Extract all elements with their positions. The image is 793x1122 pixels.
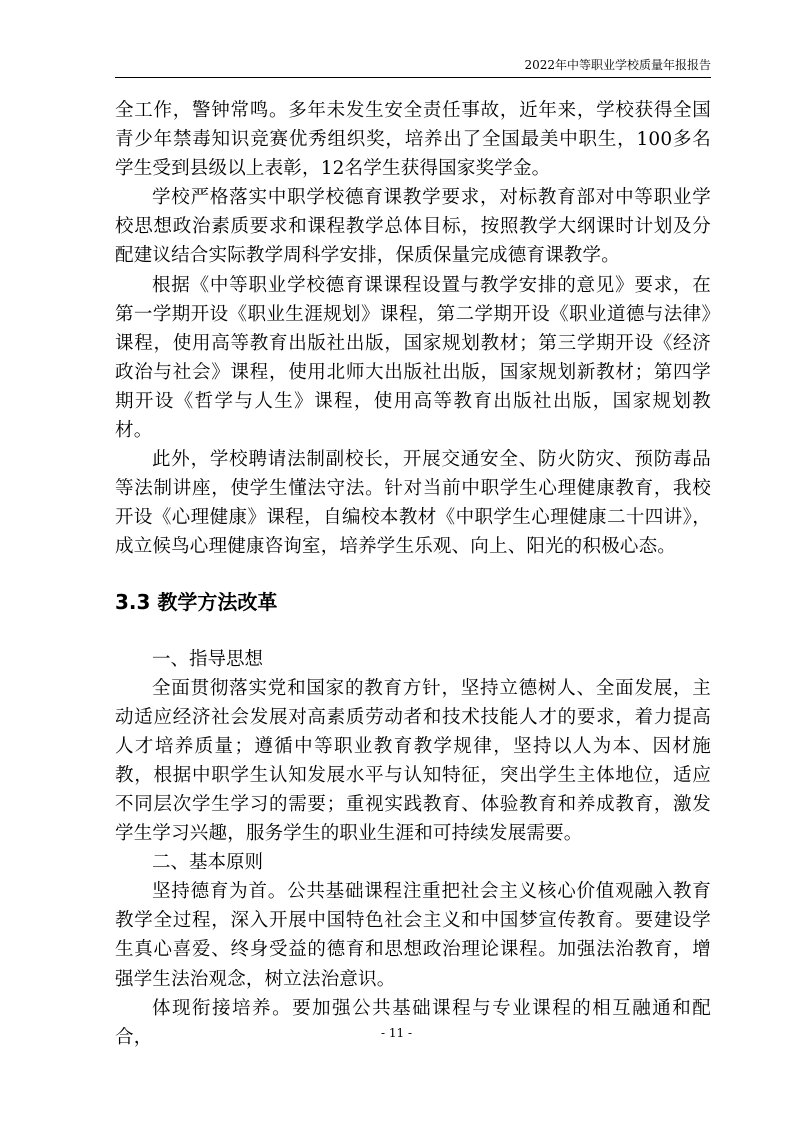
paragraph-course-arrangement: 根据《中等职业学校德育课课程设置与教学安排的意见》要求，在第一学期开设《职业生涯规划》课程，第二学期开设《职业道德与法律》课程，使用高等教育出版社出版，国家规划教材；第三学期开设《经济政治与社会》课程，使用北师大出版社出版，国家规划新教材；第四学期开设《哲学与人生》课程，使用高等教育出版社出版，国家规划教材。 (115, 274, 711, 442)
paragraph-moral-first: 坚持德育为首。公共基础课程注重把社会主义核心价值观融入教育教学全过程，深入开展中国特色社会主义和中国梦宣传教育。要建设学生真心喜爱、终身受益的德育和思想政治理论课程。加强法治教育，增强学生法治观念，树立法治意识。 (115, 881, 711, 990)
subheading-basic-principles: 二、基本原则 (152, 852, 264, 874)
page-header (115, 55, 711, 78)
paragraph-moral-education-requirements: 学校严格落实中职学校德育课教学要求，对标教育部对中等职业学校思想政治素质要求和课程教学总体目标，按照教学大纲课时计划及分配建议结合实际教学周科学安排，保质保量完成德育课教学。 (115, 187, 711, 267)
section-title: 3.3 教学方法改革 (115, 589, 278, 614)
paragraph-bridging-training: 体现衔接培养。要加强公共基础课程与专业课程的相互融通和配合， (115, 997, 711, 1048)
page-number: - 11 - (380, 1026, 412, 1040)
paragraph-legal-and-mental-health: 此外，学校聘请法制副校长，开展交通安全、防火防灾、预防毒品等法制讲座，使学生懂法守法。针对当前中职学生心理健康教育，我校开设《心理健康》课程，自编校本教材《中职学生心理健康二十四讲》，成立候鸟心理健康咨询室，培养学生乐观、向上、阳光的积极心态。 (115, 449, 711, 558)
header-title: 2022年中等职业学校质量年报报告 (524, 58, 711, 72)
paragraph-safety-continued: 全工作，警钟常鸣。多年未发生安全责任事故，近年来，学校获得全国青少年禁毒知识竞赛优秀组织奖，培养出了全国最美中职生，100多名学生受到县级以上表彰，12名学生获得国家奖学金。 (115, 100, 711, 180)
document-body (115, 96, 711, 1052)
paragraph-guiding-ideology: 全面贯彻落实党和国家的教育方针，坚持立德树人、全面发展，主动适应经济社会发展对高素质劳动者和技术技能人才的要求，着力提高人才培养质量；遵循中等职业教育教学规律，坚持以人为本、因材施教，根据中职学生认知发展水平与认知特征，突出学生主体地位，适应不同层次学生学习的需要；重视实践教育、体验教育和养成教育，激发学生学习兴趣，服务学生的职业生涯和可持续发展需要。 (115, 677, 711, 845)
subheading-guiding-ideology: 一、指导思想 (152, 648, 264, 670)
